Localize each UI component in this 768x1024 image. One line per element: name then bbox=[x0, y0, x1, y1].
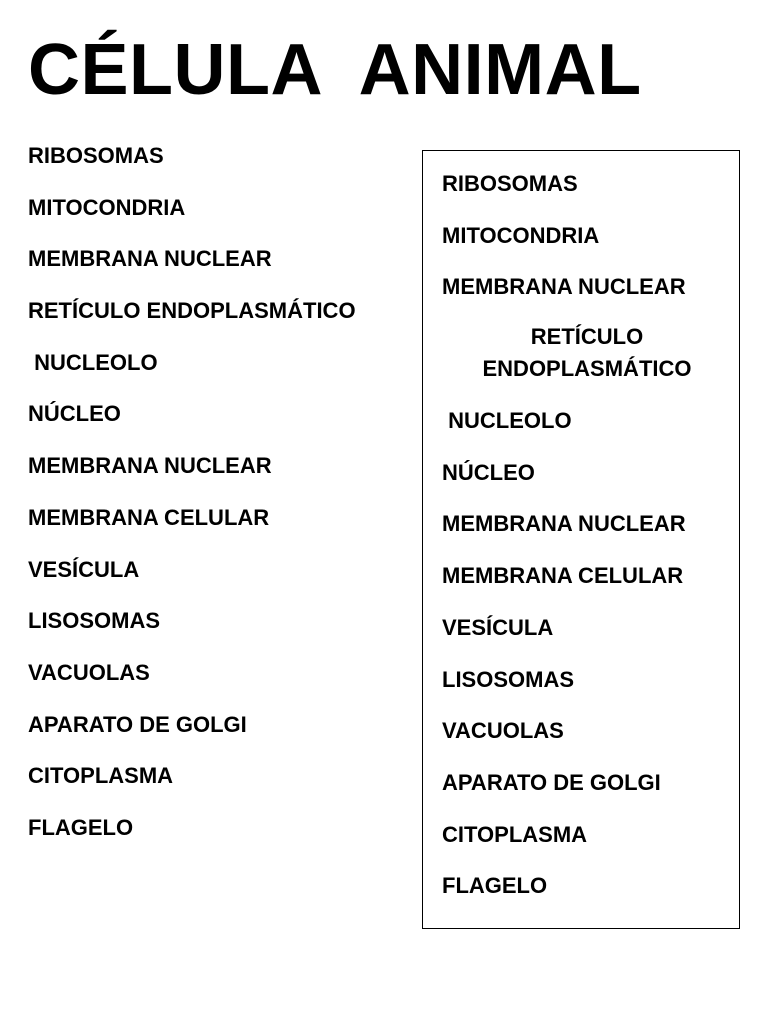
right-list-item: LISOSOMAS bbox=[442, 666, 575, 692]
right-list-item: VESÍCULA bbox=[442, 614, 554, 640]
right-list-item: MITOCONDRIA bbox=[442, 222, 600, 248]
left-organelle-list bbox=[28, 143, 356, 867]
left-list-item: NÚCLEO bbox=[28, 401, 121, 427]
right-list-item: VACUOLAS bbox=[442, 718, 564, 744]
left-list-item: APARATO DE GOLGI bbox=[28, 711, 247, 737]
right-list-item: NÚCLEO bbox=[442, 459, 535, 485]
left-list-item: RETÍCULO ENDOPLASMÁTICO bbox=[28, 298, 356, 324]
left-list-item: MEMBRANA NUCLEAR bbox=[28, 453, 272, 479]
right-list-item: MEMBRANA CELULAR bbox=[442, 563, 684, 589]
boxed-organelle-panel bbox=[422, 150, 740, 929]
left-list-item: LISOSOMAS bbox=[28, 608, 161, 634]
right-list-item: RETÍCULO ENDOPLASMÁTICO bbox=[482, 324, 692, 382]
page-title: CÉLULA ANIMAL bbox=[28, 30, 642, 110]
right-list-item: CITOPLASMA bbox=[442, 821, 588, 847]
right-list-item: MEMBRANA NUCLEAR bbox=[442, 274, 686, 300]
left-list-item: MEMBRANA NUCLEAR bbox=[28, 246, 272, 272]
left-list-item: NUCLEOLO bbox=[28, 349, 158, 375]
left-list-item: CITOPLASMA bbox=[28, 763, 174, 789]
right-list-item: NUCLEOLO bbox=[442, 408, 572, 434]
right-list-item: APARATO DE GOLGI bbox=[442, 769, 661, 795]
right-organelle-list bbox=[442, 171, 732, 925]
left-list-item: VESÍCULA bbox=[28, 556, 140, 582]
left-list-item: MITOCONDRIA bbox=[28, 194, 186, 220]
right-list-item: MEMBRANA NUCLEAR bbox=[442, 511, 686, 537]
left-list-item: FLAGELO bbox=[28, 814, 134, 840]
left-list-item: RIBOSOMAS bbox=[28, 143, 164, 168]
right-list-item: FLAGELO bbox=[442, 873, 548, 899]
right-list-item: RIBOSOMAS bbox=[442, 171, 578, 196]
left-list-item: VACUOLAS bbox=[28, 659, 150, 685]
left-list-item: MEMBRANA CELULAR bbox=[28, 504, 270, 530]
